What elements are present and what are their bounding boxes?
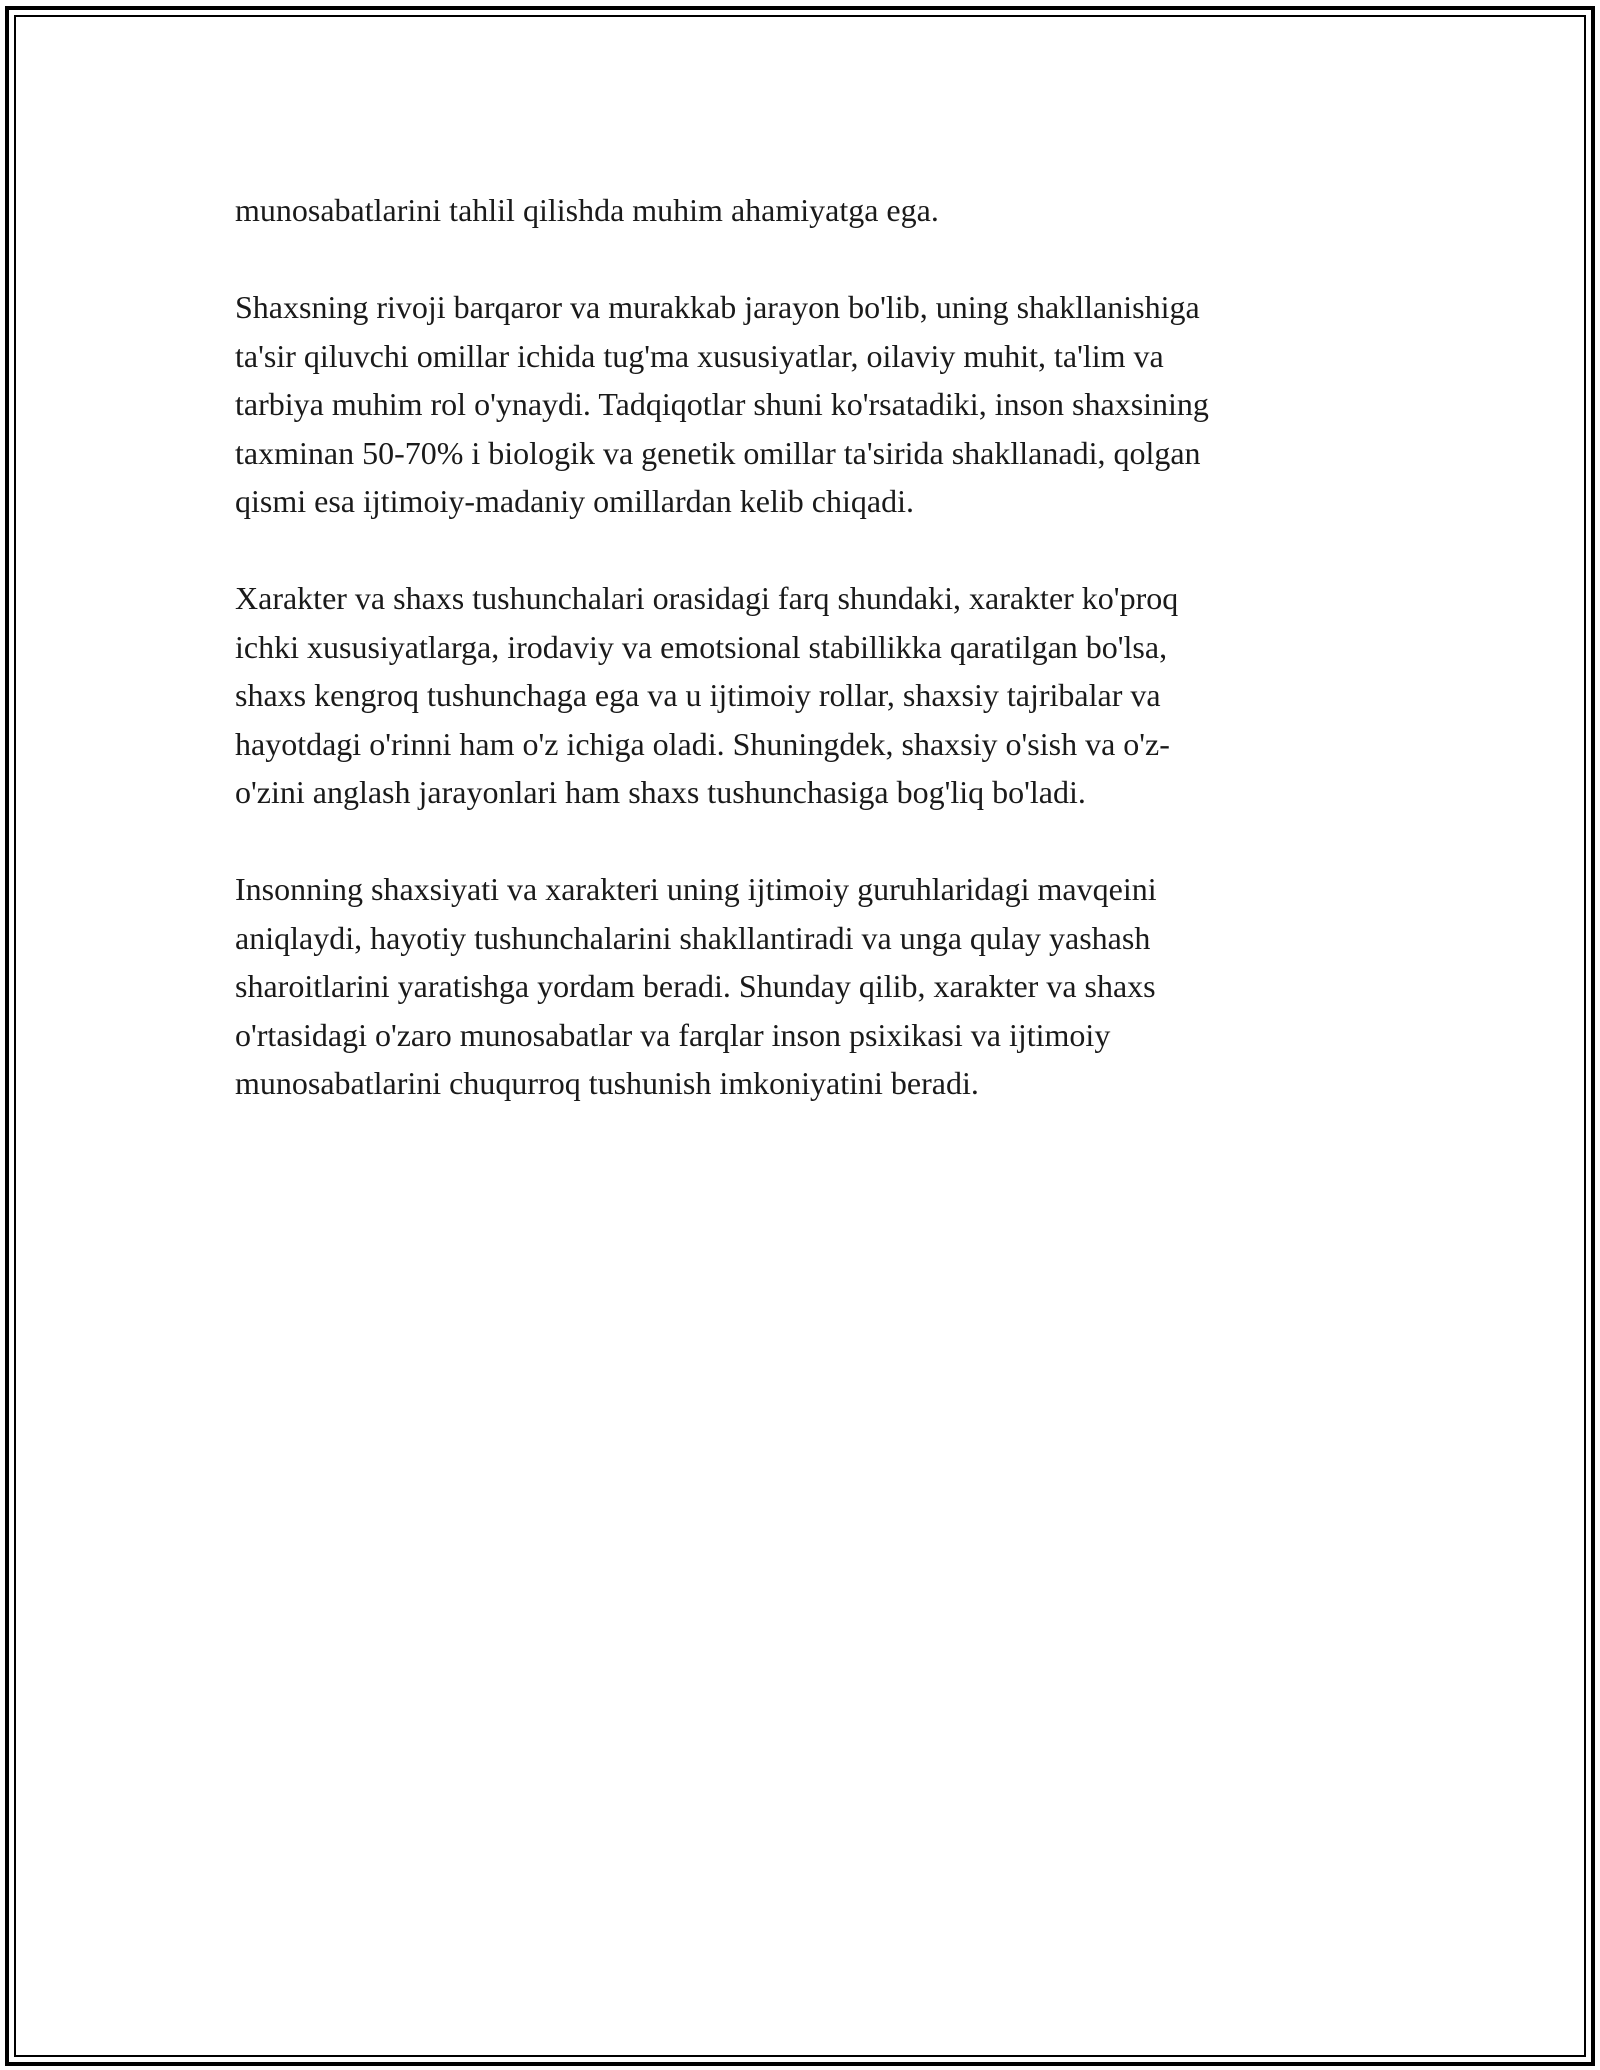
paragraph-4: Insonning shaxsiyati va xarakteri uning ijtimoiy guruhlaridagi mavqeini aniqlaydi, hayotiy tushunchalarini shakllantiradi va unga qulay yashash sharoitlarini yaratishga yordam beradi. Shunday qilib, xarakter va shaxs o'rtasidagi o'zaro munosabatlar va farqlar inson psixikasi va ijtimoiy munosabatlarini chuqurroq tushunish imkoniyatini beradi. <box>235 871 1157 1101</box>
paragraph-2: Shaxsning rivoji barqaror va murakkab jarayon bo'lib, uning shakllanishiga ta'sir qiluvchi omillar ichida tug'ma xususiyatlar, oilaviy muhit, ta'lim va tarbiya muhim rol o'ynaydi. Tadqiqotlar shuni ko'rsatadiki, inson shaxsining taxminan 50-70% i biologik va genetik omillar ta'sirida shakllanadi, qolgan qismi esa ijtimoiy-madaniy omillardan kelib chiqadi. <box>235 289 1209 519</box>
paragraph-1: munosabatlarini tahlil qilishda muhim ahamiyatga ega. <box>235 192 939 228</box>
paragraph-3: Xarakter va shaxs tushunchalari orasidagi farq shundaki, xarakter ko'proq ichki xususiyatlarga, irodaviy va emotsional stabillikka qaratilgan bo'lsa, shaxs kengroq tushunchaga ega va u ijtimoiy rollar, shaxsiy tajribalar va hayotdagi o'rinni ham o'z ichiga oladi. Shuningdek, shaxsiy o'sish va o'z- o'zini anglash jarayonlari ham shaxs tushunchasiga bog'liq bo'ladi. <box>235 580 1179 810</box>
document-body <box>235 186 1365 1156</box>
